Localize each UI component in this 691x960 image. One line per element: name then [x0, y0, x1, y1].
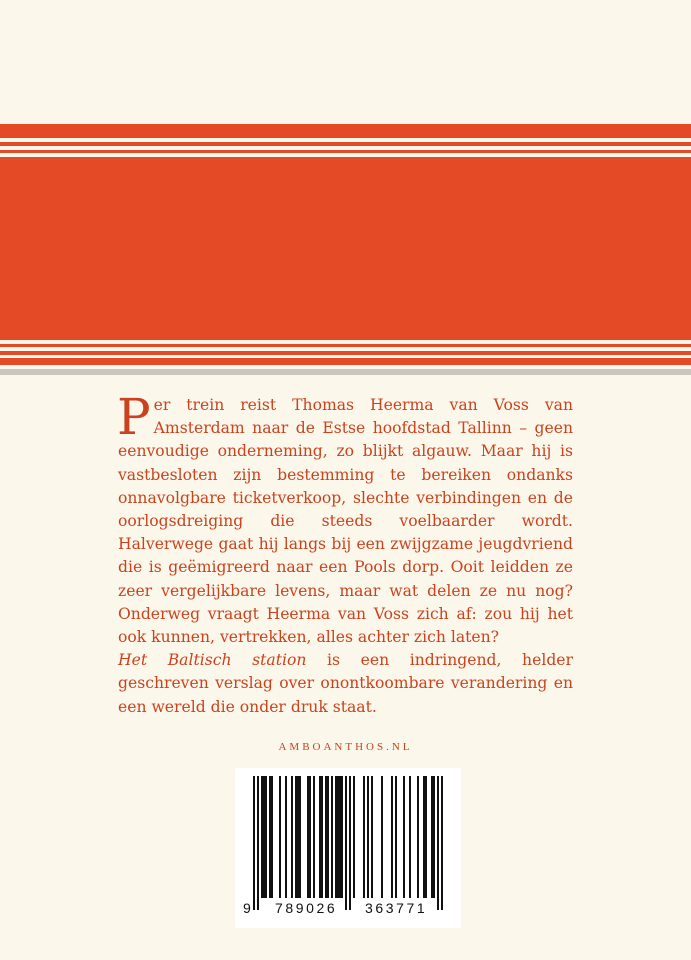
- barcode-bar: [327, 776, 329, 898]
- blurb-paragraph-1: [117, 388, 573, 649]
- band-stripe-bottom-1: [0, 344, 691, 347]
- barcode-bar: [423, 776, 425, 898]
- barcode-bar: [269, 776, 271, 898]
- barcode-bar: [381, 776, 383, 898]
- isbn-barcode: [235, 768, 461, 928]
- band-stripe-bottom-3: [0, 358, 691, 365]
- barcode-digits-left: 789026: [275, 900, 338, 916]
- barcode-digit-first: 9: [243, 900, 251, 916]
- barcode-bar: [265, 776, 267, 898]
- band-stripe-top-2: [0, 142, 691, 146]
- barcode-bar: [335, 776, 337, 898]
- barcode-bar: [299, 776, 301, 898]
- barcode-bar: [425, 776, 427, 898]
- barcode-bar: [297, 776, 299, 898]
- barcode-bar: [437, 776, 439, 910]
- barcode-bar: [409, 776, 411, 898]
- barcode-bar: [271, 776, 273, 898]
- barcode-bar: [257, 776, 259, 910]
- band-stripe-top-3: [0, 150, 691, 153]
- barcode-bar: [307, 776, 309, 898]
- barcode-bar: [339, 776, 341, 898]
- barcode-bar: [337, 776, 339, 898]
- gray-rule: [0, 369, 691, 375]
- barcode-bar: [319, 776, 321, 898]
- publisher-website[interactable]: AMBOANTHOS.NL: [278, 741, 413, 753]
- barcode-bar: [341, 776, 343, 898]
- back-cover-blurb: [117, 388, 573, 719]
- barcode-bar: [345, 776, 347, 910]
- barcode-digits-right: 363771: [365, 900, 428, 916]
- band-main: [0, 157, 691, 340]
- barcode-bar: [353, 776, 355, 898]
- blurb-text-1: er trein reist Thomas Heerma van Voss van Amsterdam naar de Estse hoofdstad Tallinn – geen eenvoudige onderneming, zo blijkt algauw. Maar hij is vastbesloten zijn bestemming te bereiken ondanks onnavolgbare ticketverkoop, slechte verbindingen en de oorlogsdreiging die steeds voelbaarder wordt. Halverwege gaat hij langs bij een zwijgzame jeugdvriend die is geëmigreerd naar een Pools dorp. Ooit leidden ze zeer vergelijkbare levens, maar wat delen ze nu nog? Onderweg vraagt Heerma van Voss zich af: zou hij het ook kunnen, vertrekken, alles achter zich laten?: [118, 396, 573, 647]
- barcode-bar: [417, 776, 419, 898]
- barcode-bar: [261, 776, 263, 898]
- barcode-bar: [441, 776, 443, 910]
- blurb-paragraph-2: [118, 649, 573, 719]
- barcode-bar: [363, 776, 365, 898]
- barcode-bar: [433, 776, 435, 898]
- band-stripe-top-1: [0, 124, 691, 138]
- drop-cap: P: [117, 388, 151, 446]
- barcode-bar: [371, 776, 373, 898]
- band-stripe-bottom-2: [0, 351, 691, 355]
- barcode-bar: [279, 776, 281, 898]
- barcode-bar: [367, 776, 369, 898]
- barcode-bar: [291, 776, 293, 898]
- barcode-bar: [253, 776, 255, 910]
- barcode-bar: [295, 776, 297, 898]
- book-title: Het Baltisch station: [118, 651, 307, 670]
- barcode-bar: [403, 776, 405, 898]
- barcode-bar: [309, 776, 311, 898]
- barcode-bar: [349, 776, 351, 910]
- barcode-bar: [263, 776, 265, 898]
- blurb-text-2: is een indringend, helder geschreven verslag over onontkoombare verandering en een wereld die onder druk staat.: [118, 651, 573, 716]
- barcode-bar: [313, 776, 315, 898]
- barcode-bar: [395, 776, 397, 898]
- barcode-bar: [285, 776, 287, 898]
- barcode-bar: [321, 776, 323, 898]
- barcode-bar: [325, 776, 327, 898]
- barcode-bar: [391, 776, 393, 898]
- barcode-bar: [431, 776, 433, 898]
- barcode-bar: [331, 776, 333, 898]
